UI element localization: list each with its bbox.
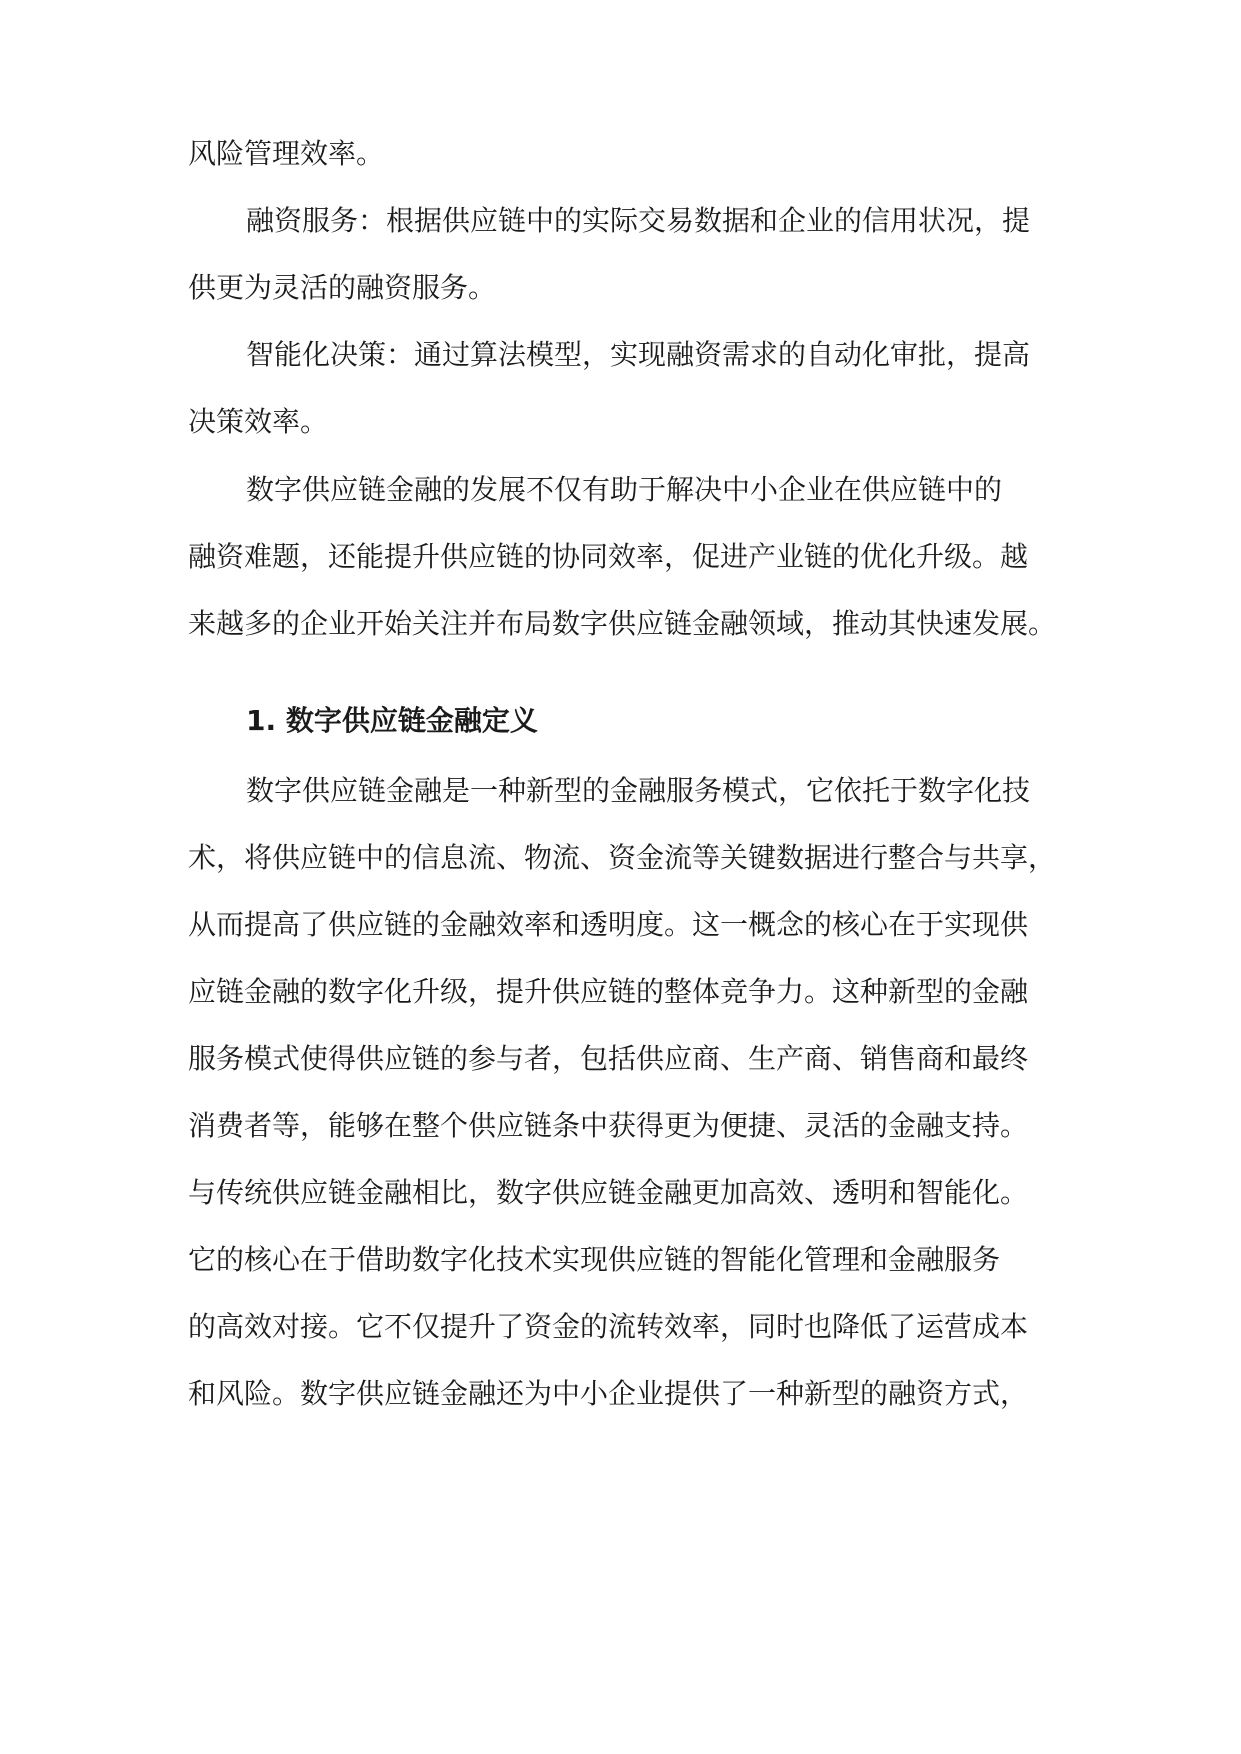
paragraph-line: 融资难题，还能提升供应链的协同效率，促进产业链的优化升级。越: [188, 540, 1029, 573]
paragraph-line: 风险管理效率。: [188, 137, 385, 170]
paragraph-line: 供更为灵活的融资服务。: [188, 271, 497, 304]
paragraph-line: 和风险。数字供应链金融还为中小企业提供了一种新型的融资方式，: [188, 1377, 1029, 1410]
paragraph-line: 智能化决策：通过算法模型，实现融资需求的自动化审批，提高: [246, 338, 1031, 371]
paragraph-line: 决策效率。: [188, 405, 329, 438]
paragraph-line: 应链金融的数字化升级，提升供应链的整体竞争力。这种新型的金融: [188, 975, 1029, 1008]
paragraph-line: 来越多的企业开始关注并布局数字供应链金融领域，推动其快速发展。: [188, 607, 1057, 640]
paragraph-line: 它的核心在于借助数字化技术实现供应链的智能化管理和金融服务: [188, 1243, 1001, 1276]
paragraph-line: 的高效对接。它不仅提升了资金的流转效率，同时也降低了运营成本: [188, 1310, 1029, 1343]
paragraph-line: 从而提高了供应链的金融效率和透明度。这一概念的核心在于实现供: [188, 908, 1029, 941]
paragraph-line: 融资服务：根据供应链中的实际交易数据和企业的信用状况，提: [246, 204, 1031, 237]
paragraph-line: 数字供应链金融是一种新型的金融服务模式，它依托于数字化技: [246, 774, 1031, 807]
section-heading: 1. 数字供应链金融定义: [246, 704, 538, 737]
paragraph-line: 消费者等，能够在整个供应链条中获得更为便捷、灵活的金融支持。: [188, 1109, 1029, 1142]
paragraph-line: 与传统供应链金融相比，数字供应链金融更加高效、透明和智能化。: [188, 1176, 1029, 1209]
paragraph-line: 术，将供应链中的信息流、物流、资金流等关键数据进行整合与共享，: [188, 841, 1057, 874]
paragraph-line: 数字供应链金融的发展不仅有助于解决中小企业在供应链中的: [246, 473, 1003, 506]
paragraph-line: 服务模式使得供应链的参与者，包括供应商、生产商、销售商和最终: [188, 1042, 1029, 1075]
